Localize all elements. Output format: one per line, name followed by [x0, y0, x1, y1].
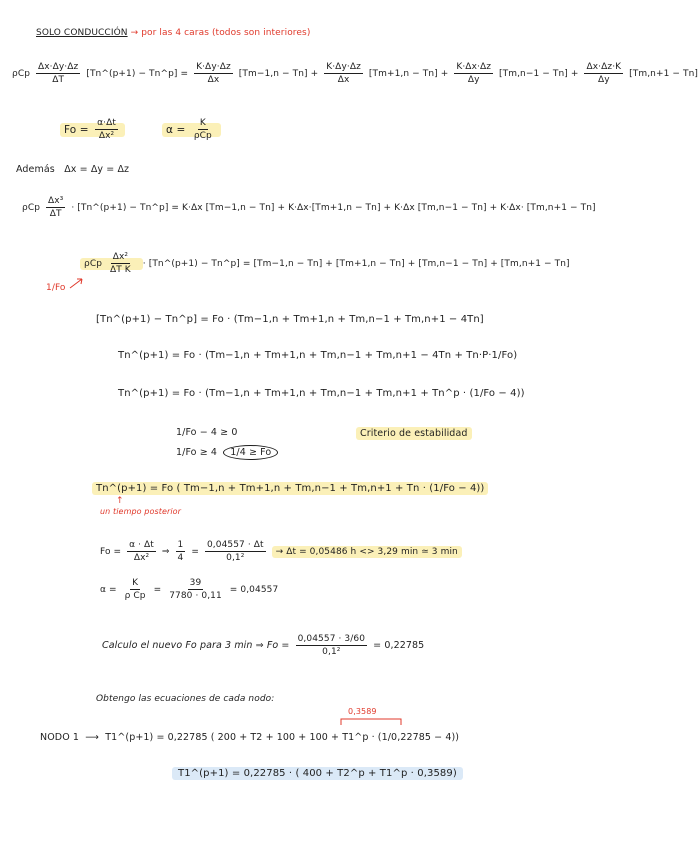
- eq3-rho: ρCp: [84, 259, 103, 269]
- calc1-fo-fraction: $\frac{\alpha \cdot \Delta t}{\text{Δx²}}$: [129, 540, 154, 563]
- stability-line-1: 1/Fo − 4 ≥ 0: [176, 427, 238, 438]
- eq7-highlight: Tn^(p+1) = Fo ( Tm−1,n + Tm+1,n + Tm,n−1 + Tm,n+1 + Tn · (1/Fo − 4)): [92, 482, 488, 495]
- new-fo-line: [102, 634, 424, 657]
- obtengo-heading: Obtengo las ecuaciones de cada nodo:: [96, 694, 275, 704]
- calc3-text: Calculo el nuevo Fo para 3 min ⇒ Fo =: [102, 640, 290, 651]
- ademas-line: [16, 164, 129, 175]
- term4-bracket: [Tm,n+1 − Tn]: [629, 69, 698, 79]
- equation-3: [80, 252, 570, 275]
- calc1-equals: =: [191, 547, 199, 557]
- alpha-calc-line: [100, 578, 278, 601]
- fo-label: Fo =: [64, 123, 89, 136]
- header-arrow: →: [130, 28, 139, 38]
- calc2-result: = 0,04557: [229, 585, 279, 595]
- fo-fraction: $\frac{\alpha\cdot\Delta t}{\text{Δx²}}$: [97, 118, 116, 141]
- eq3-rest: · [Tn^(p+1) − Tn^p] = [Tm−1,n − Tn] + [Tm+1,n − Tn] + [Tm,n−1 − Tn] + [Tm,n+1 − Tn]: [142, 259, 570, 269]
- calc1-result: → Δt = 0,05486 h <> 3,29 min ≃ 3 min: [272, 546, 462, 558]
- fo-definition: [60, 118, 125, 141]
- calc2-k-fraction: $\frac{K}{\text{ρ Cp}}$: [124, 578, 146, 601]
- fo-calc-line: [100, 540, 462, 563]
- stability-criterion: [356, 428, 472, 439]
- calc2-number-fraction: $\frac{39}{7780 \cdot 0,11}$: [169, 578, 222, 601]
- rho-cp: ρCp: [12, 69, 31, 79]
- equation-5: Tn^(p+1) = Fo · (Tm−1,n + Tm+1,n + Tm,n−1 + Tm,n+1 − 4Tn + Tn·P·1/Fo): [118, 350, 518, 361]
- eq3-highlight: [80, 252, 143, 275]
- node1-equation: T1^(p+1) = 0,22785 ( 200 + T2 + 100 + 100 + T1^p · (1/0,22785 − 4)): [105, 732, 460, 743]
- term1-bracket: [Tm−1,n − Tn] +: [238, 69, 319, 79]
- calc1-implies: ⇒: [161, 547, 170, 557]
- equation-2: [22, 196, 596, 219]
- term2-coefficient: $\frac{K\cdot\Delta y\cdot\Delta z}{\Delta x}$: [326, 62, 361, 85]
- fo-definition-highlight: [60, 118, 125, 141]
- section-title: SOLO CONDUCCIÓN: [36, 28, 128, 38]
- calc1-fo-label: Fo =: [100, 547, 122, 557]
- node1-label: NODO 1: [40, 732, 80, 743]
- calc2-equals: =: [153, 585, 162, 595]
- header-note: por las 4 caras (todos son interiores): [141, 28, 311, 38]
- red-bracket-icon: [340, 718, 402, 726]
- calc3-fraction: $\frac{0,04557 \cdot 3/60}{\text{0,1²}}$: [297, 634, 366, 657]
- node1-arrow: ⟶: [85, 732, 100, 743]
- term3-bracket: [Tm,n−1 − Tn] +: [499, 69, 579, 79]
- one-over-fo-note: 1/Fo: [46, 283, 66, 293]
- bracket-value: 0,3589: [348, 707, 377, 716]
- ademas-label: Además: [16, 164, 55, 175]
- calc2-alpha-label: α =: [100, 585, 117, 595]
- term1-coefficient: $\frac{K\cdot\Delta y\cdot\Delta z}{\Delta x}$: [196, 62, 231, 85]
- term4-coefficient: $\frac{\Delta x\cdot\Delta z\cdot K}{\Delta y}$: [586, 62, 622, 85]
- node1-line: [40, 732, 459, 743]
- equation-7: [92, 483, 488, 494]
- energy-balance-equation: [12, 62, 698, 85]
- lhs-bracket: [Tn^(p+1) − Tn^p] =: [86, 69, 189, 79]
- eq2-fraction: $\frac{\text{Δx³}}{\Delta T}$: [47, 196, 64, 219]
- ademas-equation: Δx = Δy = Δz: [64, 164, 130, 175]
- eq2-rho: ρCp: [22, 203, 41, 213]
- alpha-definition-highlight: [162, 118, 221, 141]
- alpha-label: α =: [166, 123, 186, 136]
- red-arrow-icon: [68, 276, 88, 290]
- calc1-value-fraction: $\frac{0,04557 \cdot \Delta t}{\text{0,1²}}$: [206, 540, 264, 563]
- alpha-definition: [162, 118, 221, 141]
- criterio-label: Criterio de estabilidad: [356, 427, 472, 440]
- lhs-coefficient: $\frac{\Delta x\cdot\Delta y\cdot\Delta z}{\Delta T}$: [37, 62, 79, 85]
- up-arrow-icon: ↑: [116, 496, 124, 506]
- eq3-fraction: $\frac{\text{Δx²}}{\text{ΔT K}}$: [109, 252, 131, 275]
- final-equation: [172, 768, 463, 779]
- stability-circled: 1/4 ≥ Fo: [223, 445, 278, 460]
- term2-bracket: [Tm+1,n − Tn] +: [368, 69, 449, 79]
- header-line: [36, 28, 310, 38]
- later-time-note: un tiempo posterior: [100, 507, 182, 516]
- stability-line-2: [176, 447, 278, 458]
- final-equation-highlight: T1^(p+1) = 0,22785 · ( 400 + T2^p + T1^p · 0,3589): [172, 767, 463, 780]
- equation-6: Tn^(p+1) = Fo · (Tm−1,n + Tm+1,n + Tm,n−1 + Tm,n+1 + Tn^p · (1/Fo − 4)): [118, 388, 525, 399]
- alpha-fraction: $\frac{K}{\text{ρCp}}$: [193, 118, 212, 141]
- eq2-rest: · [Tn^(p+1) − Tn^p] = K·Δx [Tm−1,n − Tn] + K·Δx·[Tm+1,n − Tn] + K·Δx [Tm,n−1 − Tn] + K·Δx· [Tm,n+1 − Tn]: [71, 203, 596, 213]
- equation-4: [Tn^(p+1) − Tn^p] = Fo · (Tm−1,n + Tm+1,n + Tm,n−1 + Tm,n+1 − 4Tn]: [96, 314, 484, 325]
- stability-ineq: 1/Fo ≥ 4: [176, 447, 218, 458]
- calc1-quarter: $\frac{1}{4}$: [177, 540, 184, 563]
- term3-coefficient: $\frac{K\cdot\Delta x\cdot\Delta z}{\Delta y}$: [456, 62, 492, 85]
- calc3-result: = 0,22785: [373, 640, 425, 651]
